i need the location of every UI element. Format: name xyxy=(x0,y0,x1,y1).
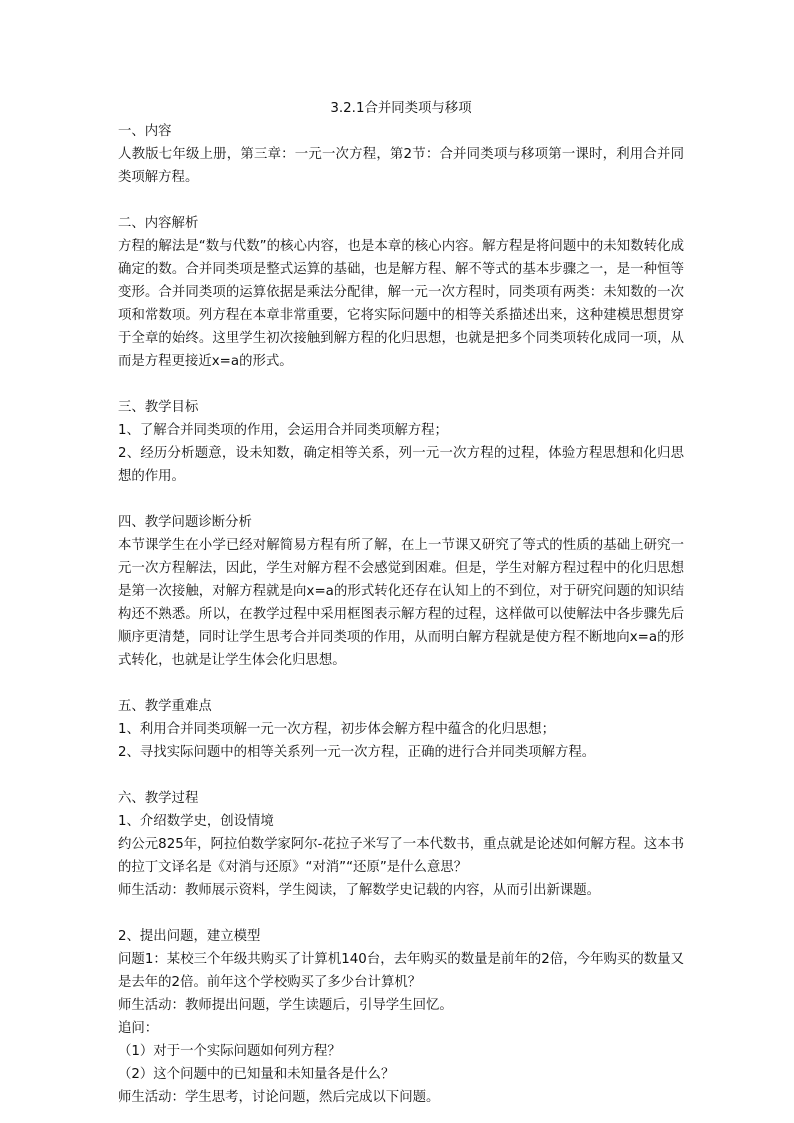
section-heading-goals: 三、教学目标 xyxy=(118,400,199,415)
section-paragraph: 问题1：某校三个年级共购买了计算机140台，去年购买的数量是前年的2倍，今年购买的数量又是去年的2倍。前年这个学校购买了多少台计算机？ xyxy=(118,952,684,990)
paragraph-gap xyxy=(118,488,684,511)
section-paragraph: （1）对于一个实际问题如何列方程？ xyxy=(118,1044,341,1059)
section-heading-key-points: 五、教学重难点 xyxy=(118,699,212,714)
section-heading-process: 六、教学过程 xyxy=(118,791,199,806)
document-title: 3.2.1合并同类项与移项 xyxy=(330,101,472,116)
paragraph-gap xyxy=(118,764,684,787)
section-paragraph: 人教版七年级上册，第三章：一元一次方程，第2节：合并同类项与移项第一课时，利用合并同类项解方程。 xyxy=(118,147,684,185)
section-paragraph: 2、寻找实际问题中的相等关系列一元一次方程，正确的进行合并同类项解方程。 xyxy=(118,745,596,760)
section-paragraph: 方程的解法是“数与代数”的核心内容，也是本章的核心内容。解方程是将问题中的未知数转化成确定的数。合并同类项是整式运算的基础，也是解方程、解不等式的基本步骤之一，是一种恒等变形。合并同类项的运算依据是乘法分配律，解一元一次方程时，同类项有两类：未知数的一次项和常数项。列方程在本章非常重要，它将实际问题中的相等关系描述出来，这种建模思想贯穿于全章的始终。这里学生初次接触到解方程的化归思想，也就是把多个同类项转化成同一项，从而是方程更接近x=a的形式。 xyxy=(118,239,684,369)
section-paragraph: 追问： xyxy=(118,1021,159,1036)
section-heading-analysis: 二、内容解析 xyxy=(118,216,199,231)
section-paragraph: 本节课学生在小学已经对解简易方程有所了解，在上一节课又研究了等式的性质的基础上研究一元一次方程解法，因此，学生对解方程不会感觉到困难。但是，学生对解方程过程中的化归思想是第一次接触，对解方程就是向x=a的形式转化还存在认知上的不到位，对于研究问题的知识结构还不熟悉。所以，在教学过程中采用框图表示解方程的过程，这样做可以使解法中各步骤先后顺序更清楚，同时让学生思考合并同类项的作用，从而明白解方程就是使方程不断地向x=a的形式转化，也就是让学生体会化归思想。 xyxy=(118,538,684,668)
section-paragraph: 约公元825年，阿拉伯数学家阿尔-花拉子米写了一本代数书，重点就是论述如何解方程。这本书的拉丁文译名是《对消与还原》“对消”“还原”是什么意思？ xyxy=(118,837,685,875)
subsection-heading-model: 2、提出问题，建立模型 xyxy=(118,929,261,944)
section-paragraph: 2、经历分析题意，设未知数，确定相等关系，列一元一次方程的过程，体验方程思想和化归思想的作用。 xyxy=(118,446,684,484)
paragraph-gap xyxy=(118,902,684,925)
section-paragraph: 1、利用合并同类项解一元一次方程，初步体会解方程中蕴含的化归思想； xyxy=(118,722,556,737)
paragraph-gap xyxy=(118,189,684,212)
section-heading-diagnosis: 四、教学问题诊断分析 xyxy=(118,515,252,530)
section-paragraph: 师生活动：教师提出问题，学生读题后，引导学生回忆。 xyxy=(118,998,453,1013)
section-heading-content: 一、内容 xyxy=(118,124,172,139)
subsection-heading: 1、介绍数学史，创设情境 xyxy=(118,814,274,829)
section-paragraph: 师生活动：教师展示资料，学生阅读，了解数学史记载的内容，从而引出新课题。 xyxy=(118,883,601,898)
section-paragraph: （2）这个问题中的已知量和未知量各是什么？ xyxy=(118,1067,395,1082)
document-page xyxy=(118,97,684,1109)
section-paragraph: 1、了解合并同类项的作用，会运用合并同类项解方程； xyxy=(118,423,448,438)
paragraph-gap xyxy=(118,373,684,396)
paragraph-gap xyxy=(118,672,684,695)
section-paragraph: 师生活动：学生思考，讨论问题，然后完成以下问题。 xyxy=(118,1090,440,1105)
